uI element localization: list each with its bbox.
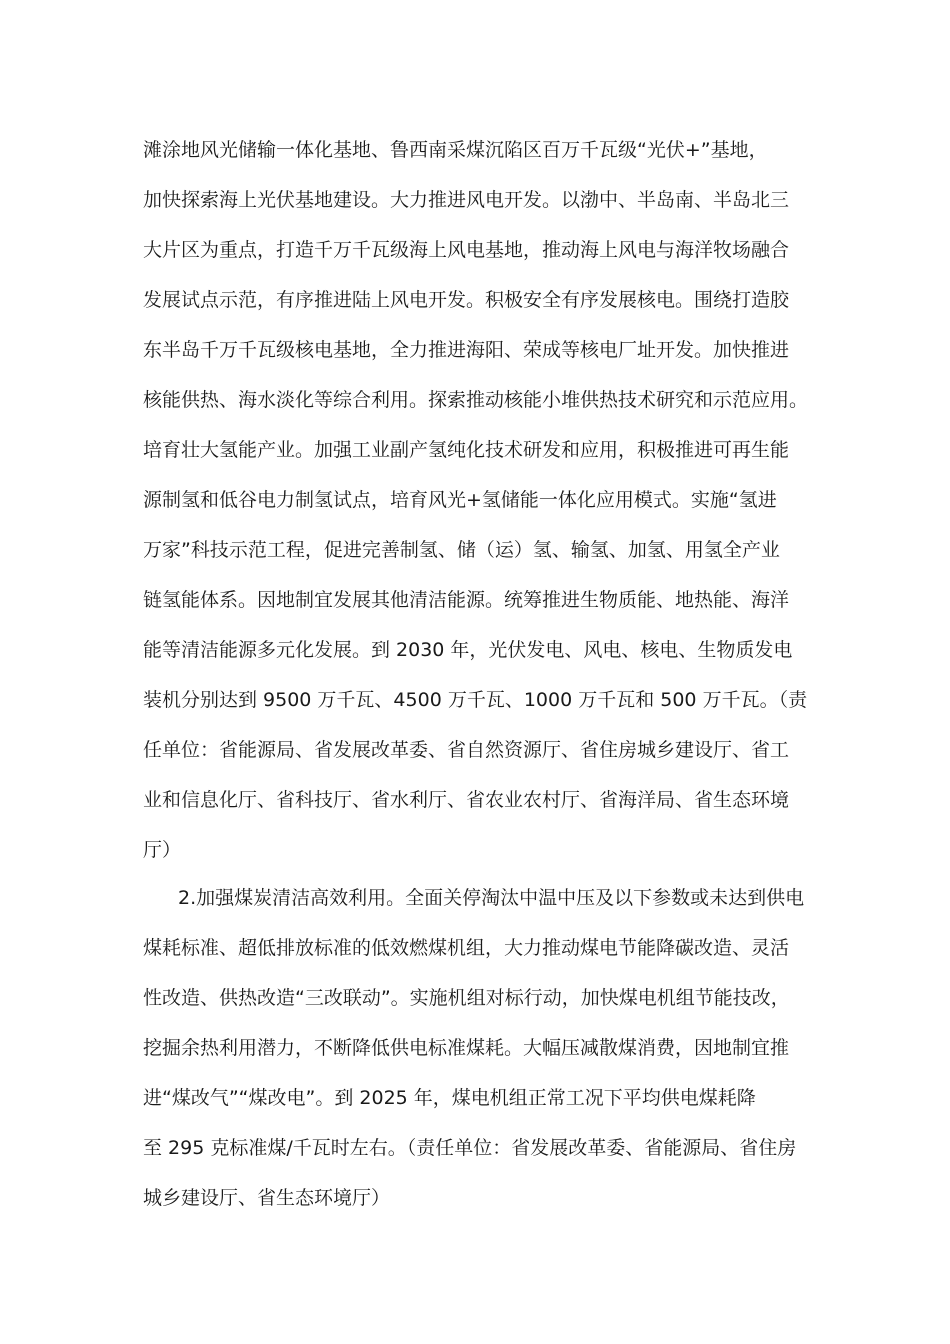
paragraph-line: 性改造、供热改造“三改联动”。实施机组对标行动，加快煤电机组节能技改， [143, 987, 790, 1009]
paragraph-line: 业和信息化厅、省科技厅、省水利厅、省农业农村厅、省海洋局、省生态环境 [143, 789, 790, 811]
paragraph-line: 加快探索海上光伏基地建设。大力推进风电开发。以渤中、半岛南、半岛北三 [143, 189, 790, 211]
paragraph-line-indented: 2.加强煤炭清洁高效利用。全面关停淘汰中温中压及以下参数或未达到供电 [178, 887, 805, 909]
paragraph-line: 厅） [143, 839, 182, 861]
paragraph-line: 滩涂地风光储输一体化基地、鲁西南采煤沉陷区百万千瓦级“光伏+”基地， [143, 139, 768, 161]
paragraph-line: 培育壮大氢能产业。加强工业副产氢纯化技术研发和应用，积极推进可再生能 [143, 439, 790, 461]
paragraph-line: 链氢能体系。因地制宜发展其他清洁能源。统筹推进生物质能、地热能、海洋 [143, 589, 790, 611]
paragraph-line: 至 295 克标准煤/千瓦时左右。（责任单位：省发展改革委、省能源局、省住房 [143, 1137, 797, 1159]
paragraph-line: 任单位：省能源局、省发展改革委、省自然资源厅、省住房城乡建设厅、省工 [143, 739, 790, 761]
paragraph-line: 装机分别达到 9500 万千瓦、4500 万千瓦、1000 万千瓦和 500 万千瓦。（责 [143, 689, 808, 711]
paragraph-line: 发展试点示范，有序推进陆上风电开发。积极安全有序发展核电。围绕打造胶 [143, 289, 790, 311]
paragraph-line: 城乡建设厅、省生态环境厅） [143, 1187, 391, 1209]
paragraph-line: 煤耗标准、超低排放标准的低效燃煤机组，大力推动煤电节能降碳改造、灵活 [143, 937, 790, 959]
paragraph-line: 大片区为重点，打造千万千瓦级海上风电基地，推动海上风电与海洋牧场融合 [143, 239, 790, 261]
paragraph-line: 能等清洁能源多元化发展。到 2030 年，光伏发电、风电、核电、生物质发电 [143, 639, 793, 661]
paragraph-line: 核能供热、海水淡化等综合利用。探索推动核能小堆供热技术研究和示范应用。 [143, 389, 809, 411]
paragraph-line: 进“煤改气”“煤改电”。到 2025 年，煤电机组正常工况下平均供电煤耗降 [143, 1087, 756, 1109]
paragraph-line: 源制氢和低谷电力制氢试点，培育风光+氢储能一体化应用模式。实施“氢进 [143, 489, 777, 511]
paragraph-line: 万家”科技示范工程，促进完善制氢、储（运）氢、输氢、加氢、用氢全产业 [143, 539, 780, 561]
paragraph-line: 挖掘余热利用潜力，不断降低供电标准煤耗。大幅压减散煤消费，因地制宜推 [143, 1037, 790, 1059]
paragraph-line: 东半岛千万千瓦级核电基地，全力推进海阳、荣成等核电厂址开发。加快推进 [143, 339, 790, 361]
